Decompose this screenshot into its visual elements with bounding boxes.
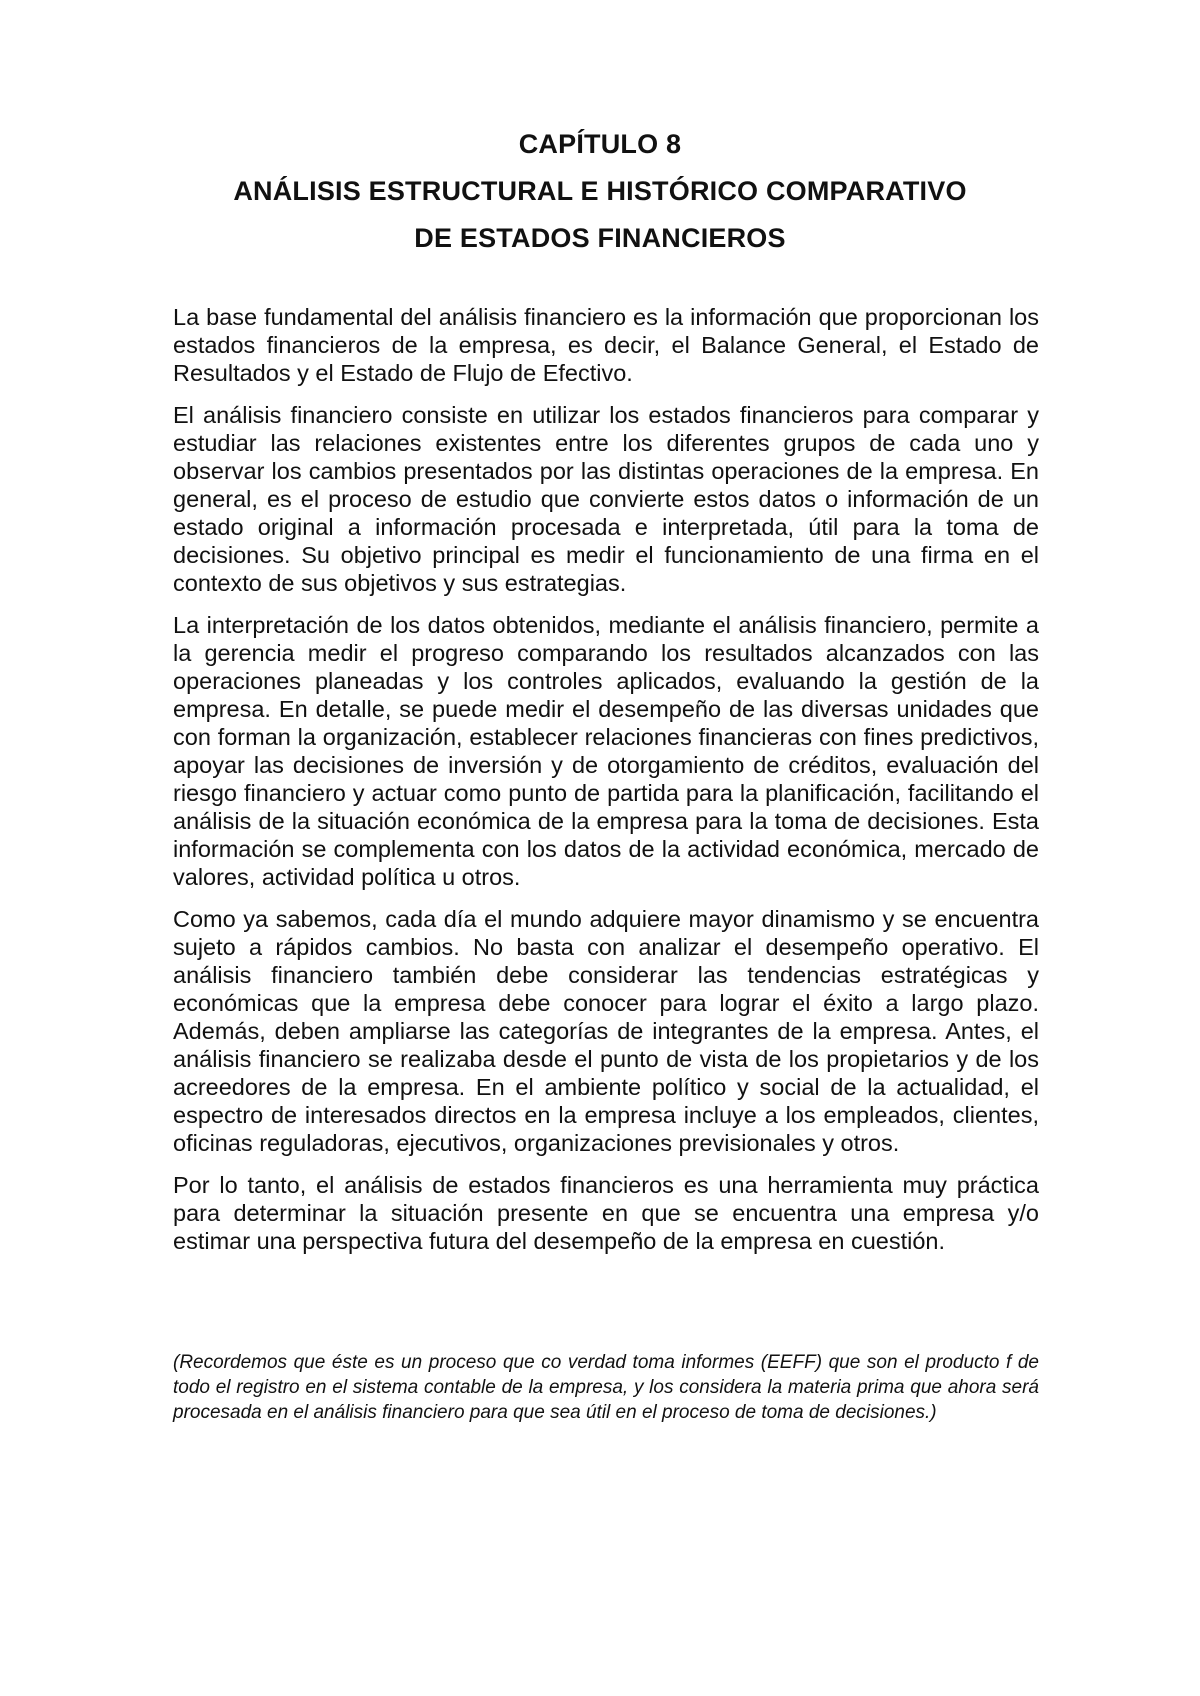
chapter-title-line-1: ANÁLISIS ESTRUCTURAL E HISTÓRICO COMPARATIVO xyxy=(233,176,967,206)
chapter-number: CAPÍTULO 8 xyxy=(518,129,682,159)
chapter-title-line-2: DE ESTADOS FINANCIEROS xyxy=(414,223,786,253)
body-text xyxy=(173,303,1039,1269)
paragraph-3: La interpretación de los datos obtenidos, mediante el análisis financiero, permite a la gerencia medir el progreso comparando los resultados alcanzados con las operaciones planeadas y los controles aplicados, evaluando la gestión de la empresa. En detalle, se puede medir el desempeño de las diversas unidades que con forman la organización, establecer relaciones financieras con fines predictivos, apoyar las decisiones de inversión y de otorgamiento de créditos, evaluación del riesgo financiero y actuar como punto de partida para la planificación, facilitando el análisis de la situación económica de la empresa para la toma de decisiones. Esta información se complementa con los datos de la actividad económica, mercado de valores, actividad política u otros. xyxy=(173,612,1039,890)
italic-note: (Recordemos que éste es un proceso que co verdad toma informes (EEFF) que son el producto f de todo el registro en el sistema contable de la empresa, y los considera la materia prima que ahora será procesada en el análisis financiero para que sea útil en el proceso de toma de decisiones.) xyxy=(173,1352,1039,1423)
paragraph-2: El análisis financiero consiste en utilizar los estados financieros para comparar y estudiar las relaciones existentes entre los diferentes grupos de cada uno y observar los cambios presentados por las distintas operaciones de la empresa. En general, es el proceso de estudio que convierte estos datos o información de un estado original a información procesada e interpretada, útil para la toma de decisiones. Su objetivo principal es medir el funcionamiento de una firma en el contexto de sus objetivos y sus estrategias. xyxy=(173,402,1039,596)
paragraph-4: Como ya sabemos, cada día el mundo adquiere mayor dinamismo y se encuentra sujeto a rápidos cambios. No basta con analizar el desempeño operativo. El análisis financiero también debe considerar las tendencias estratégicas y económicas que la empresa debe conocer para lograr el éxito a largo plazo. Además, deben ampliarse las categorías de integrantes de la empresa. Antes, el análisis financiero se realizaba desde el punto de vista de los propietarios y de los acreedores de la empresa. En el ambiente político y social de la actualidad, el espectro de interesados directos en la empresa incluye a los empleados, clientes, oficinas reguladoras, ejecutivos, organizaciones previsionales y otros. xyxy=(173,906,1039,1156)
paragraph-1: La base fundamental del análisis financiero es la información que proporcionan los estados financieros de la empresa, es decir, el Balance General, el Estado de Resultados y el Estado de Flujo de Efectivo. xyxy=(173,304,1039,386)
paragraph-5: Por lo tanto, el análisis de estados financieros es una herramienta muy práctica para determinar la situación presente en que se encuentra una empresa y/o estimar una perspectiva futura del desempeño de la empresa en cuestión. xyxy=(173,1172,1039,1254)
